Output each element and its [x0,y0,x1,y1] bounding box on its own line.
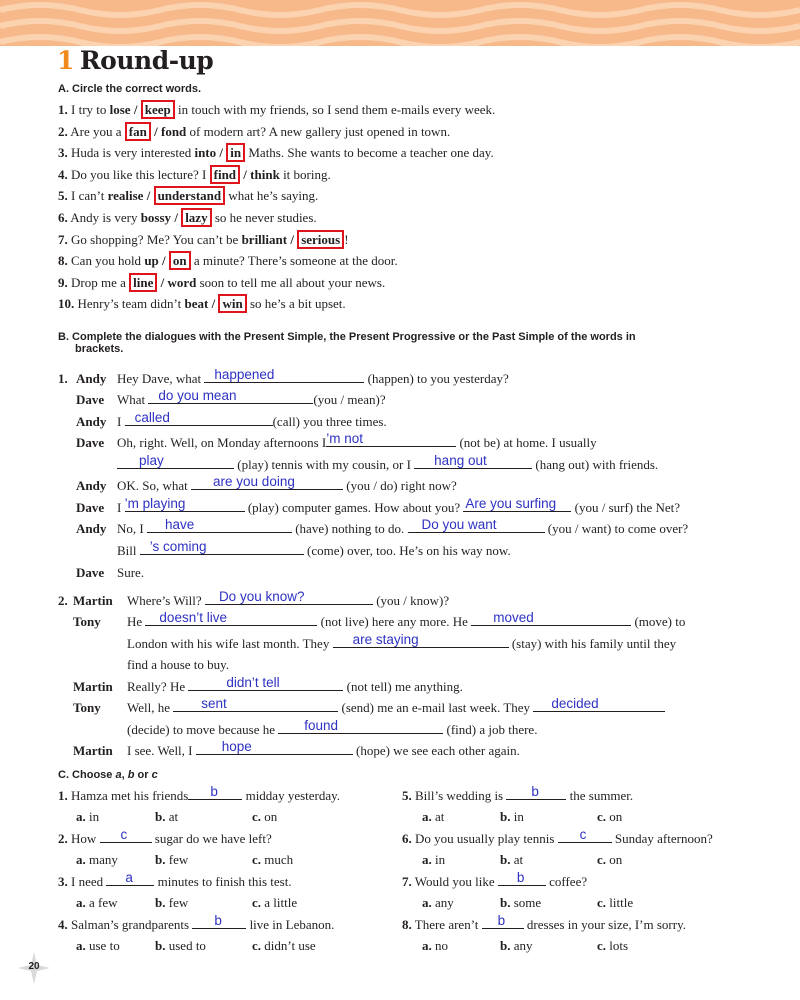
choice-option[interactable]: c. on [252,809,278,824]
word-option[interactable]: up [144,253,159,269]
choice-option[interactable]: a. any [422,895,454,910]
answer: b [214,913,222,928]
choice-option[interactable]: c. a little [252,895,298,910]
speaker-martin: Martin [73,593,113,608]
answer: play [139,453,164,468]
exercise-c-question: 8. There aren’t b dresses in your size, I’m sorry. [402,913,686,932]
answer: sent [201,696,227,711]
dialogue-line: find a house to buy. [127,657,230,672]
exercise-a-item: 6. Andy is very bossy / lazy so he never studies. [58,210,317,225]
speaker-tony: Tony [73,614,101,629]
choice-option[interactable]: a. in [422,852,446,867]
word-option[interactable]: into [194,145,217,161]
dialogue-line: I called (call) you three times. [117,410,387,429]
speaker-andy: Andy [76,521,107,536]
answer: called [134,410,170,425]
choice-option[interactable]: c. on [597,809,623,824]
choice-option[interactable]: a. in [76,809,100,824]
speaker-dave: Dave [76,500,105,515]
dialogue-line: No, I have (have) nothing to do. Do you want (you / want) to come over? [117,517,689,536]
speaker-andy: Andy [76,414,107,429]
choice-option[interactable]: b. in [500,809,524,824]
answer: b [497,913,506,928]
answer: c [579,827,587,842]
page-number: 20 [28,961,40,972]
answer: are staying [352,632,419,647]
word-option[interactable]: understand [154,186,226,205]
choice-option[interactable]: b. few [155,895,189,910]
choice-option[interactable]: c. lots [597,938,629,953]
word-option[interactable]: win [218,294,246,313]
dialogue-line: Really? He didn’t tell (not tell) me anything. [127,675,463,694]
answer: happened [214,367,275,382]
choice-option[interactable]: c. little [597,895,634,910]
answer: b [531,784,539,799]
choice-option[interactable]: c. on [597,852,623,867]
choice-option[interactable]: a. many [76,852,118,867]
answer: ’m not [326,431,363,446]
word-option[interactable]: fond [160,123,187,139]
exercise-a-item: 10. Henry’s team didn’t beat / win so he’s a bit upset. [58,296,346,312]
exercise-a-item: 7. Go shopping? Me? You can’t be brilliant / serious ! [58,231,349,247]
header-banner [0,0,800,46]
answer: decided [551,696,599,711]
word-option[interactable]: lose [109,102,131,117]
choice-option[interactable]: b. any [500,938,533,953]
choice-option[interactable]: a. use to [76,938,120,953]
exercise-a-item: 4. Do you like this lecture? I find / think it boring. [58,166,331,182]
answer: doesn’t live [159,610,227,625]
dialogue-line: I ’m playing (play) computer games. How about you? Are you surfing (you / surf) the Net? [117,496,681,515]
answer: ’m playing [124,496,186,511]
title-text: Round-up [79,46,214,75]
exercise-c-question: 4. Salman’s grandparents b live in Lebanon. [58,913,335,932]
word-option[interactable]: brilliant [241,231,288,247]
dialogue-line: London with his wife last month. They are staying (stay) with his family until they [127,632,677,651]
speaker-tony: Tony [73,700,101,715]
answer: a [125,870,133,885]
dialogue-line: play (play) tennis with my cousin, or I hang out (hang out) with friends. [117,457,658,473]
word-option[interactable]: in [226,143,245,162]
exercise-a-item: 9. Drop me a line / word soon to tell me all about your news. [58,274,386,290]
dialogue-line: OK. So, what are you doing (you / do) right now? [117,474,457,493]
choice-option[interactable]: a. a few [76,895,118,910]
dialogue-line: Hey Dave, what happened (happen) to you yesterday? [117,367,509,386]
answer: ’s coming [149,539,207,554]
answer: hope [221,739,252,754]
choice-option[interactable]: a. no [422,938,448,953]
dialogue-line: He doesn’t live (not live) here any more. He moved (move) to [127,610,686,629]
choice-option[interactable]: c. didn’t use [252,938,316,953]
answer: Are you surfing [465,496,557,511]
choice-option[interactable]: b. used to [155,938,206,953]
section-a-heading: A. Circle the correct words. [58,83,202,95]
dialogue-line: Where’s Will? Do you know? (you / know)? [127,589,450,608]
exercise-a-item: 2. Are you a fan / fond of modern art? A new gallery just opened in town. [58,123,451,139]
dialogue-1-number: 1. [58,371,68,386]
dialogue-line: What do you mean (you / mean)? [117,388,386,407]
wave-pattern [0,0,800,46]
exercise-c-question: 3. I need a minutes to finish this test. [58,870,292,889]
dialogue-line: I see. Well, I hope (hope) we see each other again. [127,739,520,758]
speaker-dave: Dave [76,565,105,580]
speaker-martin: Martin [73,743,113,758]
speaker-dave: Dave [76,392,105,407]
choice-option[interactable]: b. some [500,895,542,910]
speaker-dave: Dave [76,435,105,450]
word-option[interactable]: find [210,165,240,184]
word-option[interactable]: on [169,251,191,270]
exercise-a-item: 1. I try to lose / keep in touch with my friends, so I send them e-mails every week. [58,102,496,117]
choice-option[interactable]: b. at [155,809,179,824]
dialogue-line: Sure. [117,565,145,580]
exercise-c-question: 7. Would you like b coffee? [402,870,588,889]
answer: are you doing [213,474,295,489]
page-number-badge [18,952,50,984]
page-title [57,46,213,75]
dialogue-2-number: 2. [58,593,68,608]
section-b-heading: B. Complete the dialogues with the Present Simple, the Present Progressive or the Past Simple of the words in brackets. [58,331,636,355]
answer: Do you want [421,517,497,532]
exercise-a-item: 8. Can you hold up / on a minute? There’s someone at the door. [58,253,398,269]
exercise-c-question: 1. Hamza met his friends b midday yesterday. [58,784,341,803]
word-option[interactable]: keep [141,100,175,119]
exercise-a-item: 3. Huda is very interested into / in Maths. She wants to become a teacher one day. [58,145,494,161]
word-option[interactable]: fan [125,122,151,141]
word-option[interactable]: line [129,273,157,292]
choice-option[interactable]: a. at [422,809,445,824]
choice-option[interactable]: b. at [500,852,524,867]
answer: b [516,870,525,885]
choice-option[interactable]: b. few [155,852,189,867]
answer: have [164,517,195,532]
exercise-c-question: 2. How c sugar do we have left? [58,827,272,846]
speaker-andy: Andy [76,478,107,493]
word-option[interactable]: think [250,166,280,182]
answer: found [304,718,339,733]
word-option[interactable]: realise [107,188,144,204]
word-option[interactable]: lazy [181,208,211,227]
answer: didn’t tell [226,675,280,690]
word-option[interactable]: bossy [140,210,172,225]
answer: hang out [434,453,487,468]
answer: c [120,827,128,842]
exercise-c-question: 5. Bill’s wedding is b the summer. [402,784,634,803]
word-option[interactable]: word [167,274,197,290]
answer: do you mean [158,388,237,403]
section-c-heading: C. Choose a, b or c [58,769,158,781]
answer: b [210,784,218,799]
exercise-c-question: 6. Do you usually play tennis c Sunday afternoon? [402,827,713,846]
speaker-martin: Martin [73,679,113,694]
unit-number: 1 [57,46,74,75]
dialogue-line: Well, he sent (send) me an e-mail last week. They decided [127,700,665,716]
dialogue-line: (decide) to move because he found (find) a job there. [127,718,538,737]
answer: Do you know? [218,589,305,604]
word-option[interactable]: beat [184,296,209,312]
dialogue-line: Bill ’s coming (come) over, too. He’s on his way now. [117,539,511,558]
dialogue-line: Oh, right. Well, on Monday afternoons I ’m not (not be) at home. I usually [117,431,597,450]
exercise-a-item: 5. I can’t realise / understand what he’s saying. [58,188,319,204]
word-option[interactable]: serious [297,230,344,249]
speaker-andy: Andy [76,371,107,386]
answer: moved [493,610,534,625]
choice-option[interactable]: c. much [252,852,294,867]
